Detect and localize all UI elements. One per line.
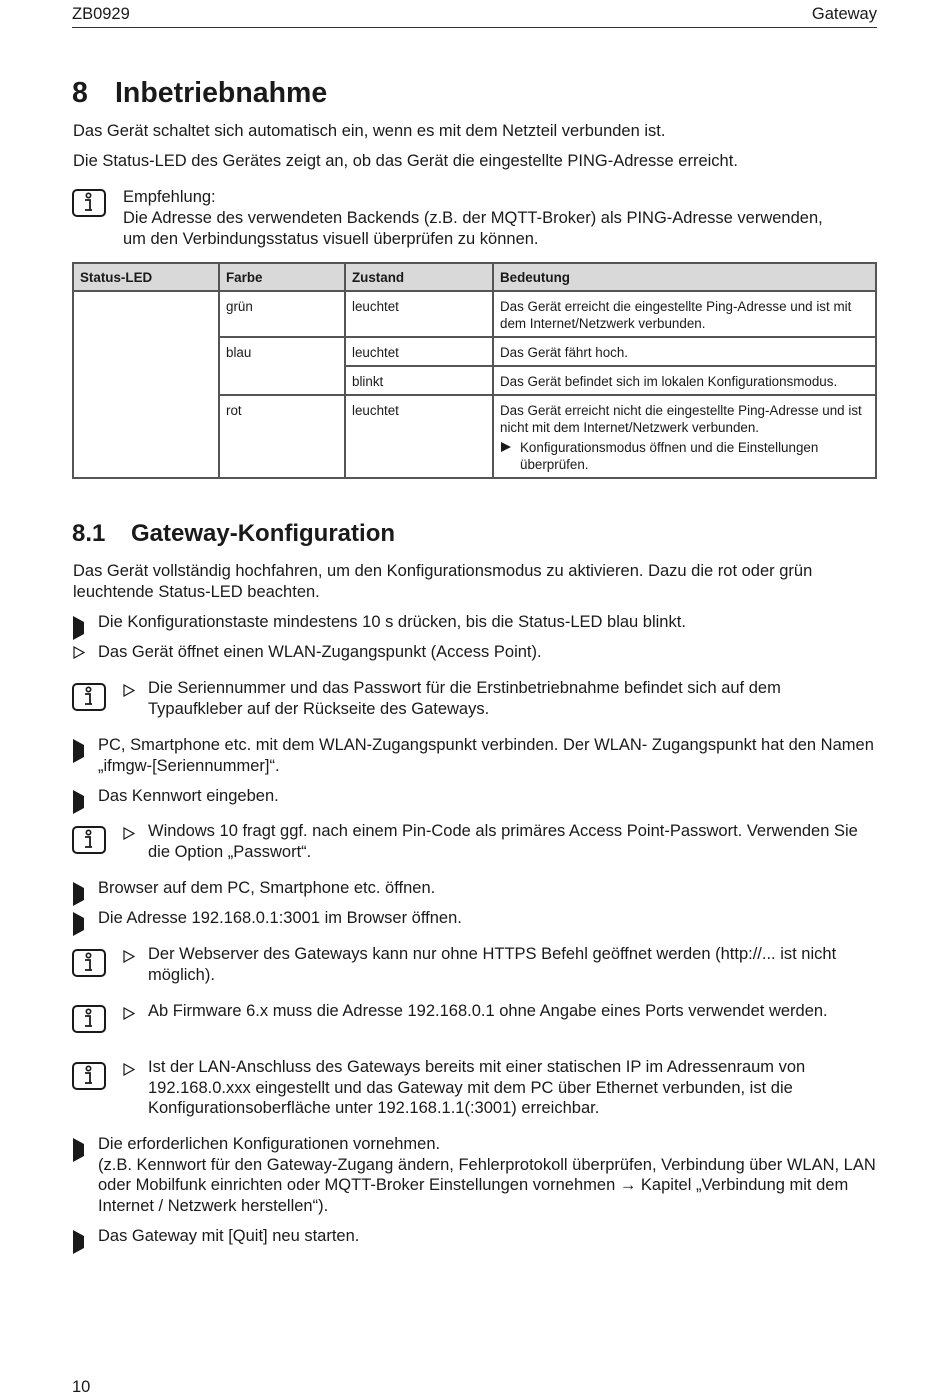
action-arrow-icon (73, 739, 96, 763)
table-cell: rot (219, 395, 345, 478)
action-arrow-icon (73, 1230, 96, 1254)
paragraph: Das Gerät vollständig hochfahren, um den Konfigurationsmodus zu aktivieren. Dazu die rot oder grün leuchtende Status-LED beachten. (73, 562, 813, 601)
info-icon (72, 1005, 106, 1033)
result-arrow-icon (123, 1061, 135, 1082)
table-cell: Das Gerät befindet sich im lokalen Konfigurationsmodus. (493, 366, 876, 395)
note-text: um den Verbindungsstatus visuell überprüfen zu können. (123, 230, 539, 248)
table-cell (73, 291, 219, 478)
result-arrow-icon (123, 1005, 135, 1026)
action-arrow-icon (501, 442, 511, 452)
note-text: Ab Firmware 6.x muss die Adresse 192.168.0.1 ohne Angabe eines Ports verwendet werden. (148, 1002, 828, 1020)
table-cell: Das Gerät erreicht die eingestellte Ping-Adresse und ist mit dem Internet/Netzwerk verbunden. (493, 291, 876, 337)
section-heading (72, 77, 327, 110)
step-text: Das Gateway mit [Quit] neu starten. (98, 1227, 360, 1245)
action-arrow-icon (73, 912, 96, 936)
table-cell: grün (219, 291, 345, 337)
step-text-block (98, 1134, 878, 1216)
subsection-number: 8.1 (72, 520, 106, 547)
step-text: PC, Smartphone etc. mit dem WLAN-Zugangspunkt verbinden. Der WLAN- Zugangspunkt hat den Namen „ifmgw-[Seriennummer]“. (98, 736, 874, 775)
table-row (73, 291, 876, 337)
page-number: 10 (72, 1378, 91, 1396)
header-title: Gateway (811, 5, 877, 23)
table-cell: leuchtet (345, 291, 493, 337)
cell-instruction (500, 439, 869, 473)
info-icon (72, 826, 106, 854)
result-arrow-icon (123, 948, 135, 969)
step-text: Browser auf dem PC, Smartphone etc. öffnen. (98, 879, 436, 897)
section-number: 8 (72, 77, 88, 109)
section-title: Inbetriebnahme (115, 77, 328, 109)
result-arrow-icon (123, 682, 135, 703)
table-cell: Das Gerät fährt hoch. (493, 337, 876, 366)
status-led-table (72, 262, 877, 479)
info-icon (72, 1062, 106, 1090)
info-icon (72, 189, 106, 217)
table-cell: leuchtet (345, 337, 493, 366)
result-arrow-icon (73, 646, 85, 658)
action-arrow-icon (73, 616, 96, 640)
step-text: Die Konfigurationstaste mindestens 10 s drücken, bis die Status-LED blau blinkt. (98, 613, 686, 631)
table-cell (493, 395, 876, 478)
note-text: Windows 10 fragt ggf. nach einem Pin-Code als primäres Access Point-Passwort. Verwenden Sie die Option „Passwort“. (148, 822, 858, 861)
cell-text: Das Gerät erreicht nicht die eingestellte Ping-Adresse und ist nicht mit dem Internet/Netzwerk verbunden. (500, 403, 862, 435)
cell-instruction-text: Konfigurationsmodus öffnen und die Einstellungen überprüfen. (520, 440, 819, 472)
note-text: Die Adresse des verwendeten Backends (z.B. der MQTT-Broker) als PING-Adresse verwenden, (123, 209, 823, 227)
header-doc-id: ZB0929 (72, 5, 130, 23)
table-cell: leuchtet (345, 395, 493, 478)
table-header: Zustand (345, 263, 493, 291)
note-title: Empfehlung: (123, 188, 216, 206)
table-header: Farbe (219, 263, 345, 291)
info-icon (72, 949, 106, 977)
result-arrow-icon (123, 825, 135, 846)
info-icon (72, 683, 106, 711)
action-arrow-icon (73, 882, 96, 906)
step-text: Das Gerät öffnet einen WLAN-Zugangspunkt (Access Point). (98, 643, 542, 661)
table-header-row (73, 263, 876, 291)
subsection-heading (72, 520, 395, 548)
step-detail-text: (z.B. Kennwort für den Gateway-Zugang ändern, Fehlerprotokoll überprüfen, Verbindung über WLAN, LAN oder Mobilfunk einrichten oder MQTT-Broker Einstellungen vornehmen → Kapitel „Verbindung mit dem Internet / Netzwerk herstellen“). (98, 1155, 876, 1215)
step-text: Die Adresse 192.168.0.1:3001 im Browser öffnen. (98, 909, 462, 927)
paragraph: Die Status-LED des Gerätes zeigt an, ob das Gerät die eingestellte PING-Adresse erreicht. (73, 152, 738, 170)
action-arrow-icon (73, 790, 96, 814)
table-cell: blau (219, 337, 345, 395)
table-cell: blinkt (345, 366, 493, 395)
table-header: Status-LED (73, 263, 219, 291)
note-text: Ist der LAN-Anschluss des Gateways bereits mit einer statischen IP im Adressenraum von 192.168.0.xxx eingestellt und das Gateway mit dem PC über Ethernet verbunden, ist die Konfigurationsoberfläche unter 192.168.1.1(:3001) erreichbar. (148, 1058, 806, 1117)
paragraph: Das Gerät schaltet sich automatisch ein, wenn es mit dem Netzteil verbunden ist. (73, 122, 666, 140)
note-text: Der Webserver des Gateways kann nur ohne HTTPS Befehl geöffnet werden (http://... ist nicht möglich). (148, 945, 837, 984)
step-text: Die erforderlichen Konfigurationen vornehmen. (98, 1135, 441, 1153)
header-divider (72, 27, 877, 28)
table-header: Bedeutung (493, 263, 876, 291)
step-text: Das Kennwort eingeben. (98, 787, 279, 805)
note-text: Die Seriennummer und das Passwort für die Erstinbetriebnahme befindet sich auf dem Typaufkleber auf der Rückseite des Gateways. (148, 679, 781, 718)
subsection-title: Gateway-Konfiguration (131, 520, 396, 547)
action-arrow-icon (73, 1138, 96, 1162)
